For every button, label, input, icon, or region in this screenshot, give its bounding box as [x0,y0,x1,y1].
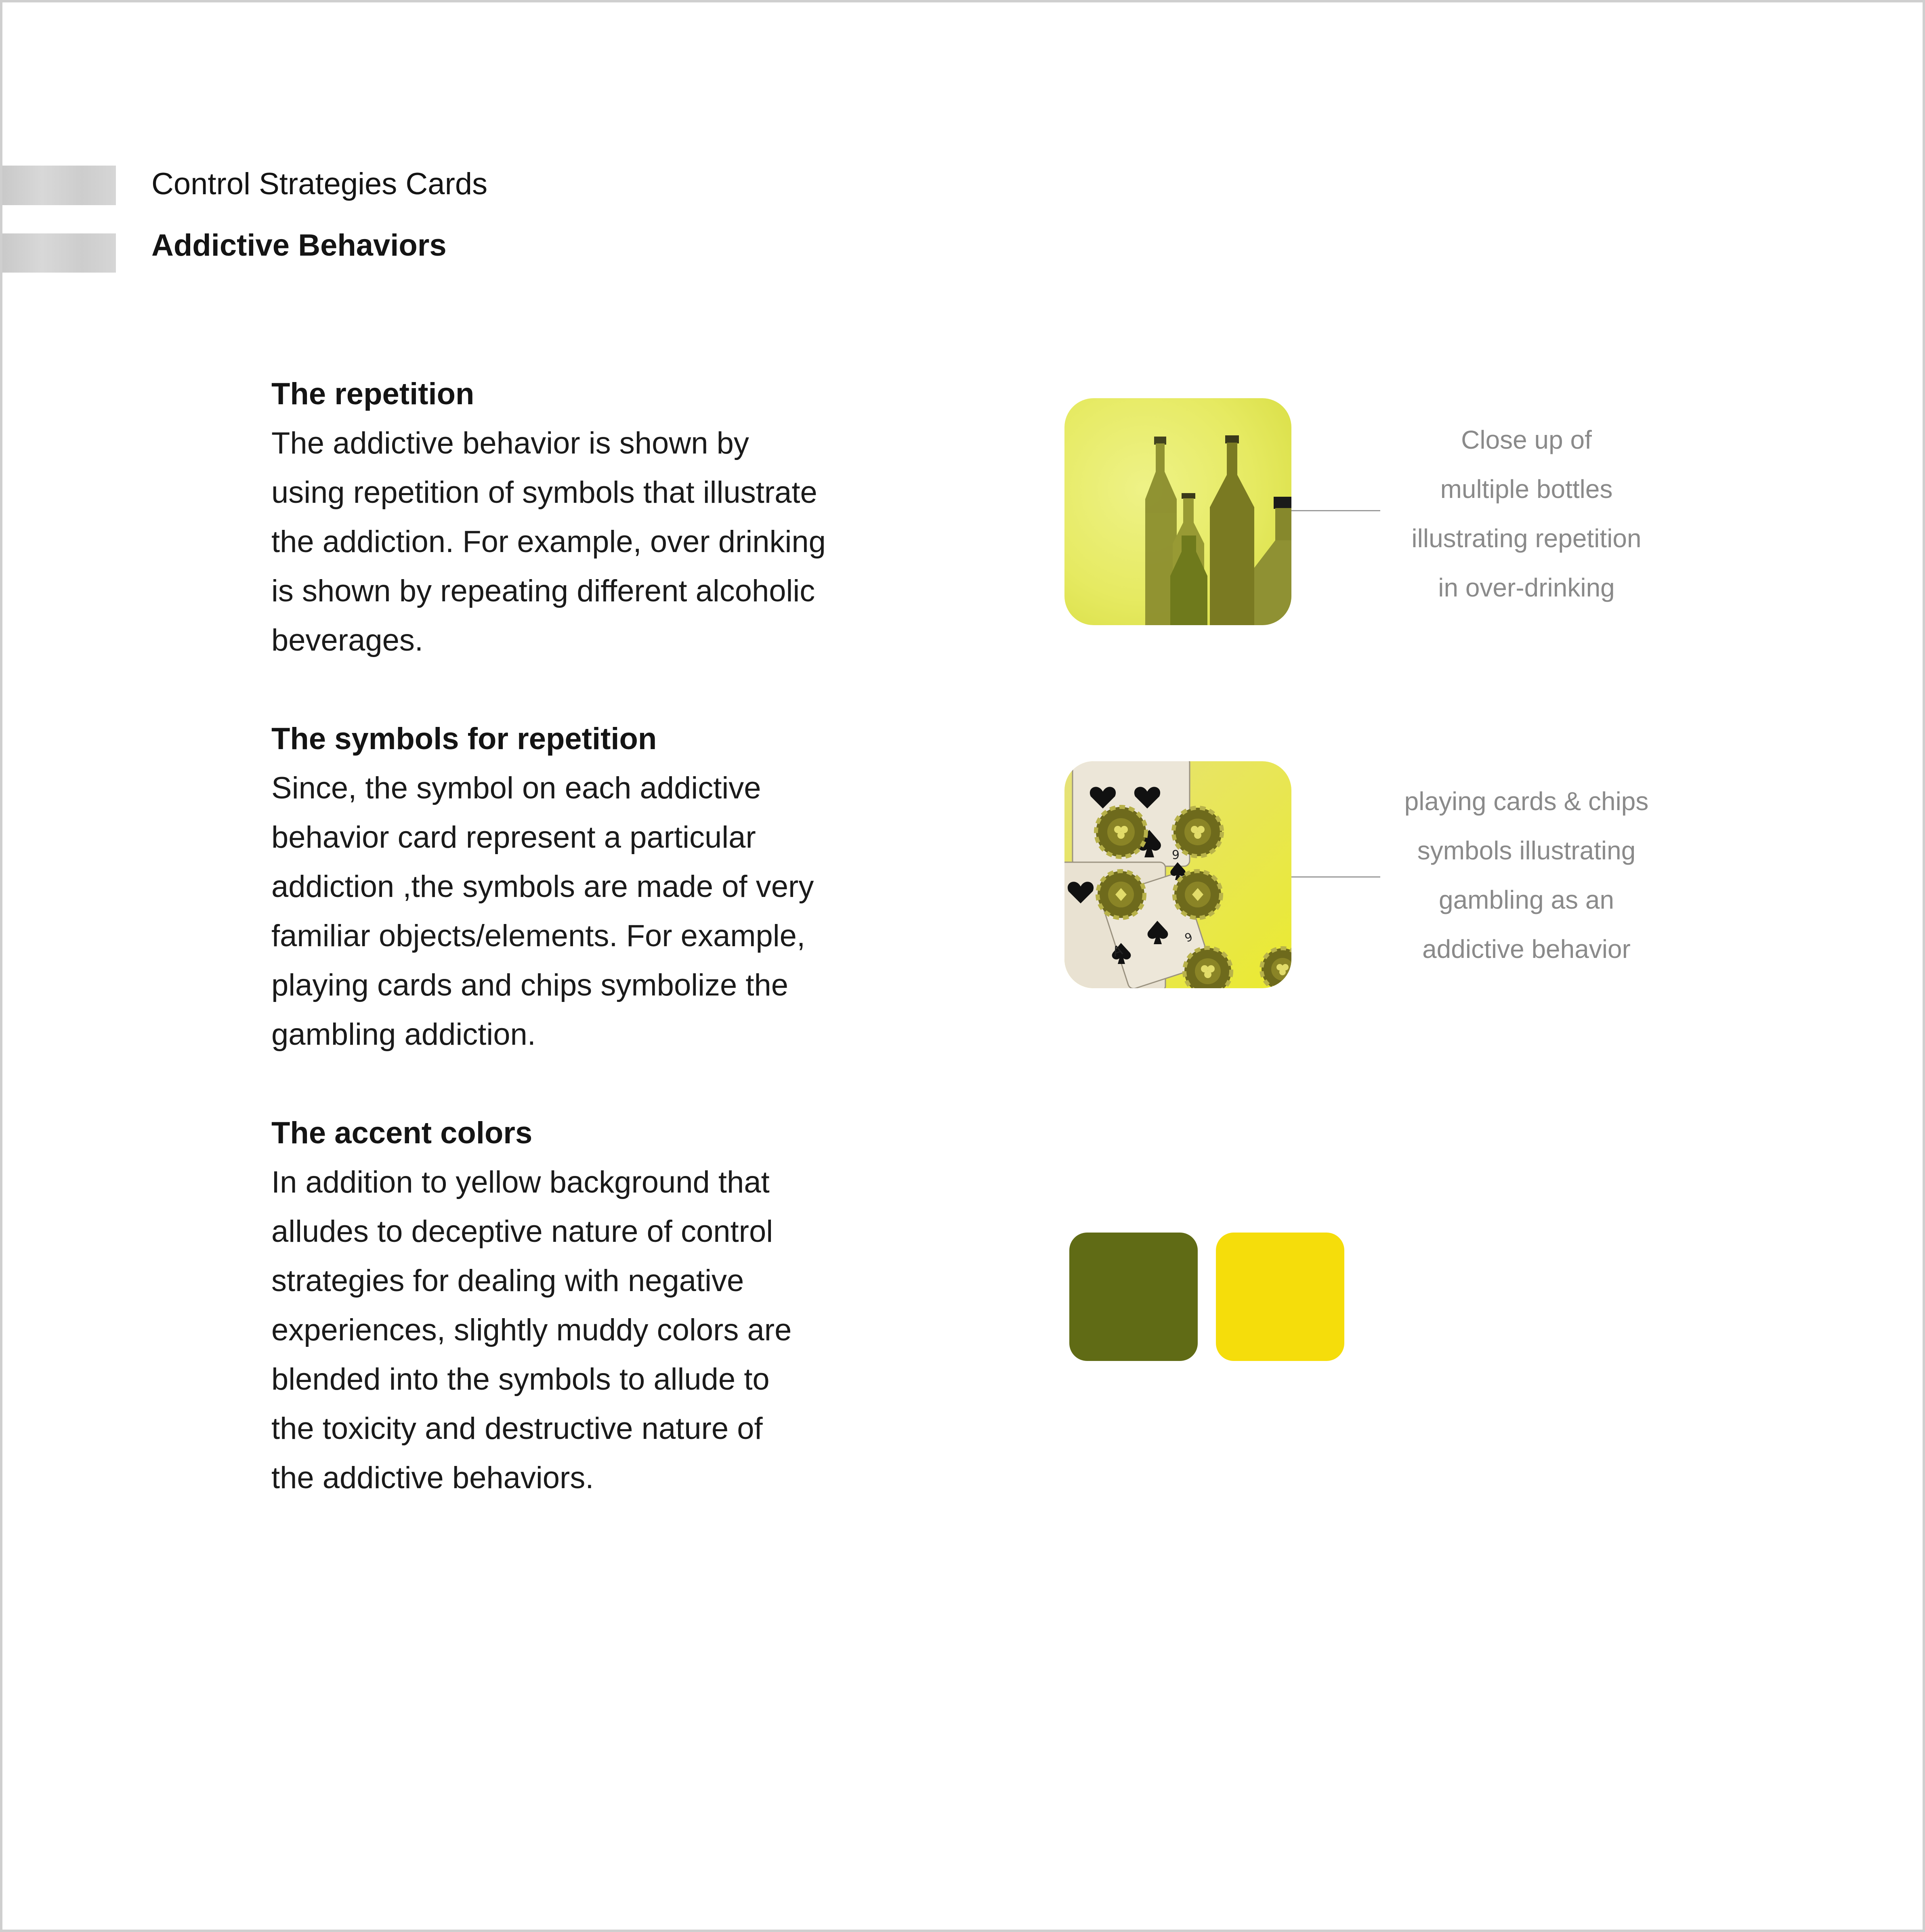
caption-connector-line [1291,876,1380,878]
section-body: In addition to yellow background that alludes to deceptive nature of control strategies for dealing with negative experiences, slightly muddy colors are blended into the symbols to allude to the toxicity and destructive nature of the addictive behaviors. [271,1165,792,1495]
card-corner-label: 6 [1171,847,1180,861]
section-symbols [271,714,901,1059]
section-body: Since, the symbol on each addictive behavior card represent a particular addiction ,the symbols are made of very familiar objects/elements. For example, playing cards and chips symbolize the gambling addiction. [271,771,814,1052]
section-accent-colors [271,1109,901,1503]
card-corner-label: 6 [1182,929,1194,945]
section-heading: The symbols for repetition [271,722,657,756]
subheader-tab-marker [2,233,116,273]
yellow-color-swatch [1216,1233,1344,1361]
page-subtitle: Addictive Behaviors [151,228,447,262]
cards-caption: playing cards & chips symbols illustrating gambling as an addictive behavior [1404,787,1649,964]
olive-color-swatch [1069,1233,1198,1361]
bottles-illustration-icon [1064,398,1291,625]
card-corner-label: A [1110,942,1125,960]
header-tab-marker [2,166,116,205]
section-heading: The repetition [271,377,474,411]
section-heading: The accent colors [271,1116,533,1150]
section-repetition [271,370,901,665]
page-title: Control Strategies Cards [151,167,488,201]
bottles-caption: Close up of multiple bottles illustrating repetition in over-drinking [1411,425,1642,602]
playing-cards-chips-illustration-icon [1064,761,1291,988]
caption-connector-line [1291,510,1380,511]
section-body: The addictive behavior is shown by using repetition of symbols that illustrate the addiction. For example, over drinking is shown by repeating different alcoholic beverages. [271,426,826,657]
